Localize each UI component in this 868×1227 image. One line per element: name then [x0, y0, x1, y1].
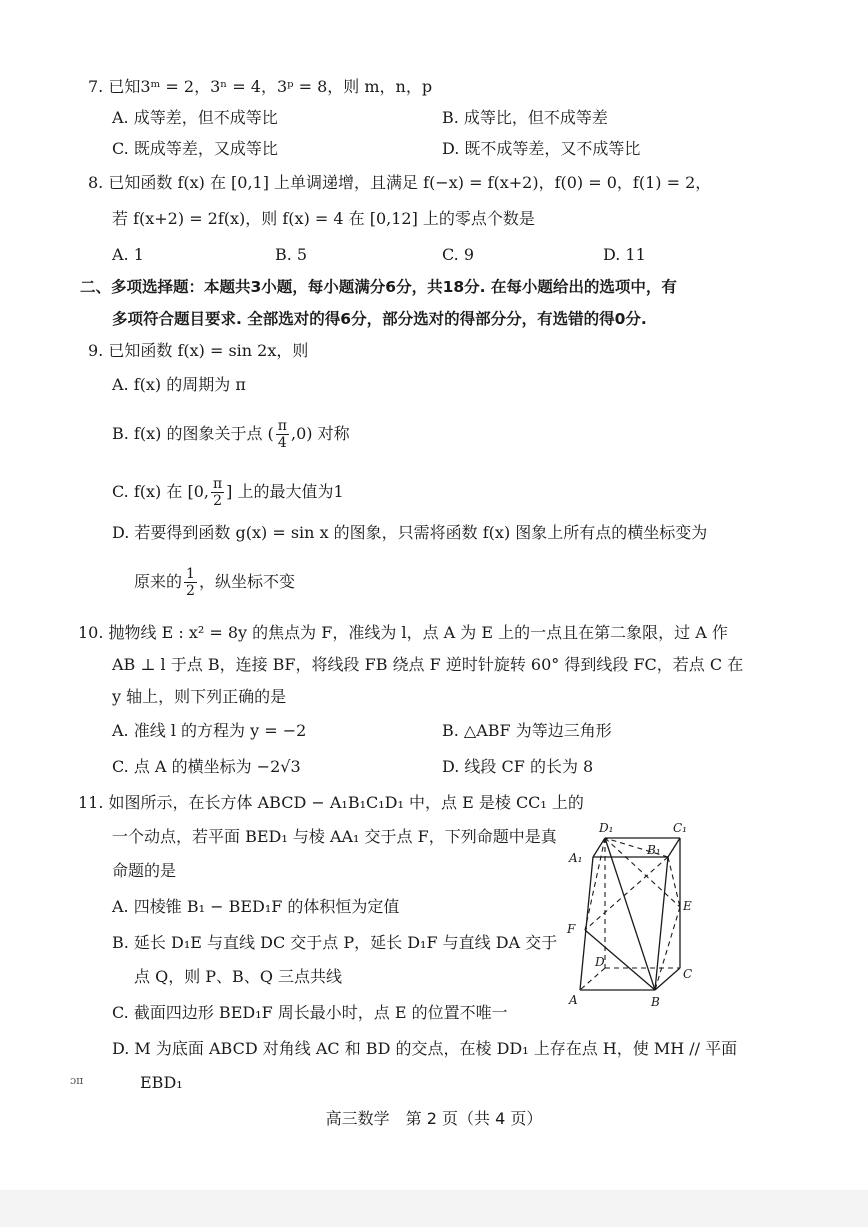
q9-option-b [112, 418, 350, 451]
q9-option-d-fraction [184, 566, 197, 599]
fraction-numerator: π [212, 476, 223, 492]
hidden-line-b1e [668, 857, 680, 907]
q9-option-c-fraction [211, 476, 224, 509]
q9-option-b-fraction [276, 418, 289, 451]
fraction-denominator: 2 [186, 583, 195, 599]
q11-option-d-line1: D. M 为底面 ABCD 对角线 AC 和 BD 的交点，在棱 DD₁ 上存在点 H，使 MH // 平面 [112, 1039, 738, 1058]
hidden-line-b1f [585, 857, 668, 930]
hidden-edge-da [580, 968, 605, 990]
q8-stem-line2: 若 f(x+2) = 2f(x)，则 f(x) = 4 在 [0,12] 上的零点个数是 [112, 209, 535, 228]
q8-stem-line1: 8. 已知函数 f(x) 在 [0,1] 上单调递增，且满足 f(−x) = f(x+2)，f(0) = 0，f(1) = 2， [88, 173, 712, 192]
q8-option-c: C. 9 [442, 245, 475, 264]
q7-option-d: D. 既不成等差，又不成等比 [442, 139, 641, 158]
q7-option-a: A. 成等差，但不成等比 [112, 108, 278, 127]
section2-heading-line2: 多项符合题目要求. 全部选对的得6分，部分选对的得部分分，有选错的得0分. [112, 310, 647, 328]
cuboid-figure [555, 812, 715, 1017]
q9-option-d-line1: D. 若要得到函数 g(x) = sin x 的图象，只需将函数 f(x) 图象上所有点的横坐标变为 [112, 523, 708, 542]
q9-option-d-suffix: ，纵坐标不变 [198, 572, 295, 591]
page-footer: 高三数学 第 2 页（共 4 页） [325, 1109, 543, 1128]
q9-option-b-prefix: B. f(x) 的图象关于点 ( [112, 424, 274, 443]
scan-mark: ɔɪɪ [70, 1074, 84, 1087]
q9-option-d-prefix: 原来的 [134, 572, 183, 591]
cuboid-diagram [555, 812, 715, 1017]
section2-heading-line1: 二、多项选择题：本题共3小题，每小题满分6分，共18分. 在每小题给出的选项中，有 [80, 278, 677, 296]
label-c1: C₁ [673, 821, 687, 835]
label-f: F [567, 922, 576, 936]
q9-option-d-line2 [134, 566, 295, 599]
hidden-line-d1f [585, 838, 605, 930]
q8-option-a: A. 1 [112, 245, 144, 264]
q7-stem: 7. 已知3ᵐ = 2，3ⁿ = 4，3ᵖ = 8，则 m，n，p [88, 77, 433, 96]
edge-c1b1 [668, 838, 680, 857]
q11-option-a: A. 四棱锥 B₁ − BED₁F 的体积恒为定值 [112, 897, 400, 916]
q11-option-c: C. 截面四边形 BED₁F 周长最小时，点 E 的位置不唯一 [112, 1003, 508, 1022]
q9-option-c-prefix: C. f(x) 在 [0, [112, 482, 209, 501]
scan-bottom-band [0, 1190, 868, 1227]
q11-option-d-line2: EBD₁ [140, 1073, 183, 1092]
fraction-denominator: 2 [213, 493, 223, 509]
q9-option-b-suffix: ,0) 对称 [290, 424, 350, 443]
q7-option-c: C. 既成等差，又成等比 [112, 139, 278, 158]
q9-option-c [112, 476, 344, 509]
label-d1: D₁ [599, 821, 614, 835]
label-a: A [569, 993, 578, 1007]
q10-option-d: D. 线段 CF 的长为 8 [442, 757, 594, 776]
q7-option-b: B. 成等比，但不成等差 [442, 108, 608, 127]
q10-option-a: A. 准线 l 的方程为 y = −2 [112, 721, 307, 740]
q11-stem-line2: 一个动点，若平面 BED₁ 与棱 AA₁ 交于点 F，下列命题中是真 [112, 827, 557, 846]
q10-stem-line2: AB ⊥ l 于点 B，连接 BF，将线段 FB 绕点 F 逆时针旋转 60° 得到线段 FC，若点 C 在 [112, 655, 744, 674]
q8-option-b: B. 5 [275, 245, 308, 264]
label-e: E [683, 899, 692, 913]
edge-a1a [580, 857, 593, 990]
q11-option-b-line2: 点 Q，则 P、B、Q 三点共线 [134, 967, 343, 986]
label-b: B [651, 995, 660, 1009]
q11-stem-line3: 命题的是 [112, 861, 177, 880]
label-b1: B₁ [647, 843, 661, 857]
label-c: C [683, 967, 693, 981]
fraction-numerator: 1 [186, 566, 195, 582]
q11-option-b-line1: B. 延长 D₁E 与直线 DC 交于点 P，延长 D₁F 与直线 DA 交于 [112, 933, 558, 952]
q9-option-a: A. f(x) 的周期为 π [112, 375, 246, 394]
q10-stem-line3: y 轴上，则下列正确的是 [112, 687, 287, 706]
q9-stem: 9. 已知函数 f(x) = sin 2x，则 [88, 341, 309, 360]
q9-option-c-suffix: ] 上的最大值为1 [226, 482, 344, 501]
q10-option-c: C. 点 A 的横坐标为 −2√3 [112, 757, 301, 776]
label-d: D [595, 955, 605, 969]
fraction-denominator: 4 [277, 435, 287, 451]
q10-option-b: B. △ABF 为等边三角形 [442, 721, 612, 740]
line-d1b [605, 838, 655, 990]
q8-option-d: D. 11 [603, 245, 646, 264]
fraction-numerator: π [277, 418, 287, 434]
q11-stem-line1: 11. 如图所示，在长方体 ABCD − A₁B₁C₁D₁ 中，点 E 是棱 CC₁ 上的 [78, 793, 584, 812]
label-a1: A₁ [569, 851, 583, 865]
q10-stem-line1: 10. 抛物线 E : x² = 8y 的焦点为 F，准线为 l，点 A 为 E 上的一点且在第二象限，过 A 作 [78, 623, 728, 642]
